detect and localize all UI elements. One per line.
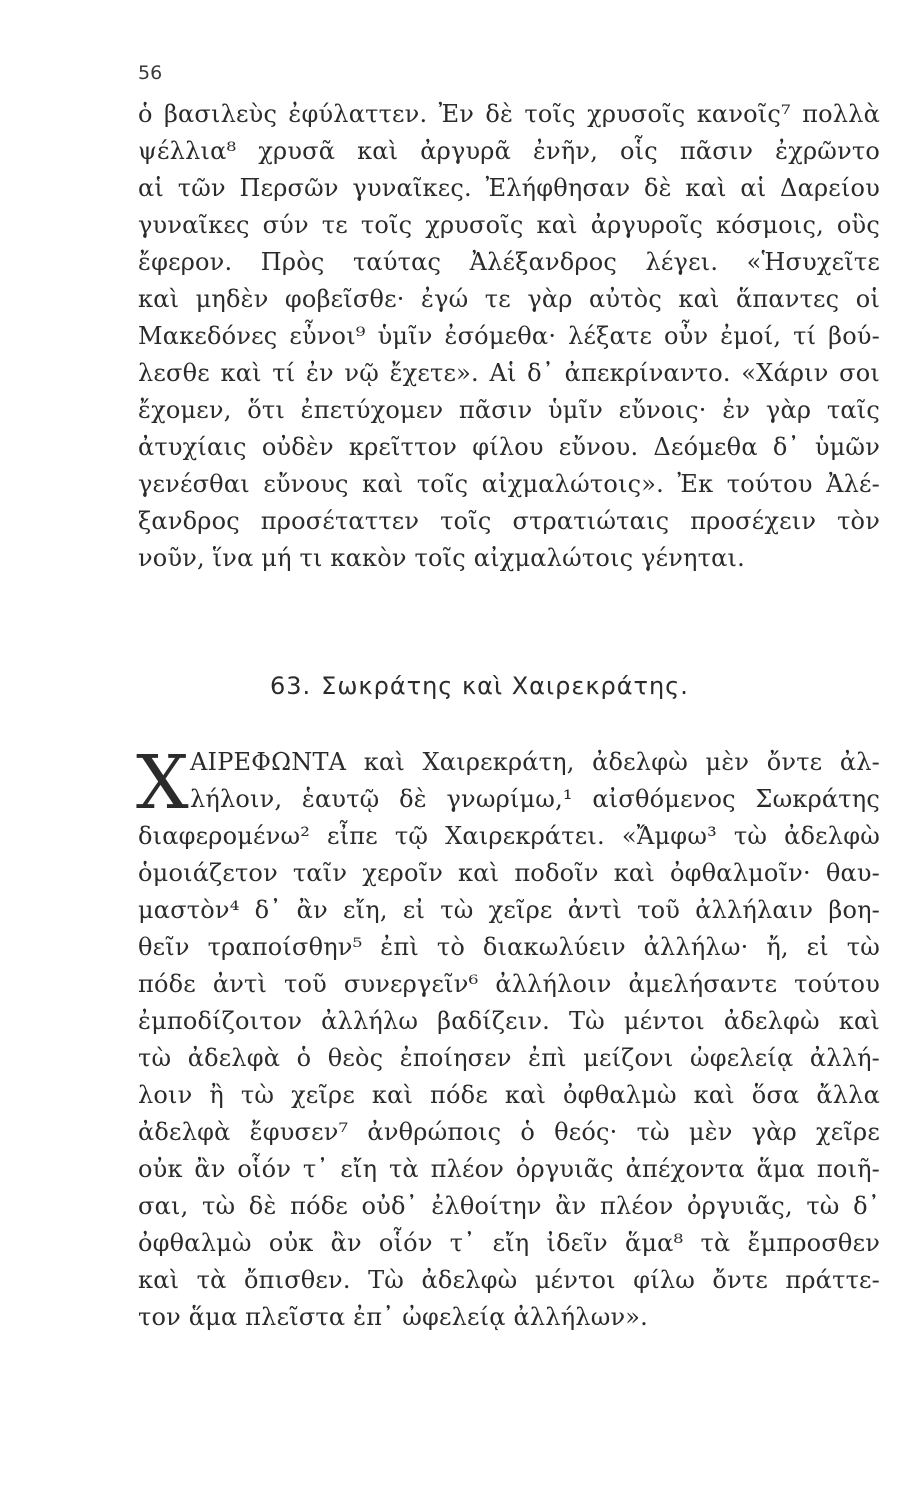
page-number: 56 (138, 62, 163, 84)
text-line: ἀτυχίαις οὐδὲν κρεῖττον φίλου εὔνου. Δεόμεθα δ᾽ ὑμῶν (138, 433, 880, 461)
text-line: ξανδρος προσέταττεν τοῖς στρατιώταις προσέχειν τὸν (138, 507, 880, 535)
section-title: Σωκράτης καὶ Χαιρεκράτης. (321, 672, 689, 700)
text-line: διαφερομένω² εἶπε τῷ Χαιρεκράτει. «Ἄμφω³ τὼ ἀδελφὼ (138, 822, 880, 850)
text-line: ἔχομεν, ὅτι ἐπετύχομεν πᾶσιν ὑμῖν εὔνοις· ἐν γὰρ ταῖς (138, 396, 880, 424)
text-line: οὐκ ἂν οἷόν τ᾽ εἴη τὰ πλέον ὀργυιᾶς ἀπέχοντα ἅμα ποιῆ- (138, 1155, 880, 1183)
text-line: θεῖν τραποίσθην⁵ ἐπὶ τὸ διακωλύειν ἀλλήλω· ἤ, εἰ τὼ (138, 933, 880, 961)
text-line: ὁ βασιλεὺς ἐφύλαττεν. Ἐν δὲ τοῖς χρυσοῖς κανοῖς⁷ πολλὰ (138, 100, 880, 128)
section-body (138, 818, 880, 1336)
text-line: πόδε ἀντὶ τοῦ συνεργεῖν⁶ ἀλλήλοιν ἀμελήσαντε τούτου (138, 970, 880, 998)
text-line: τὼ ἀδελφὰ ὁ θεὸς ἐποίησεν ἐπὶ μείζονι ὠφελείᾳ ἀλλή- (138, 1044, 880, 1072)
text-line: τον ἅμα πλεῖστα ἐπ᾽ ὠφελείᾳ ἀλλήλων». (138, 1303, 648, 1331)
section-opening-lines (190, 744, 880, 818)
drop-cap: Χ (136, 740, 189, 826)
text-line: ΑΙΡΕΦΩΝΤΑ καὶ Χαιρεκράτη, ἀδελφὼ μὲν ὄντε ἀλ- (190, 748, 880, 776)
top-paragraph (138, 96, 880, 577)
section-heading (270, 672, 689, 700)
text-line: νοῦν, ἵνα μή τι κακὸν τοῖς αἰχμαλώτοις γένηται. (138, 544, 745, 572)
section-number: 63. (270, 672, 312, 700)
text-line: γενέσθαι εὔνους καὶ τοῖς αἰχμαλώτοις». Ἐκ τούτου Ἀλέ- (138, 470, 880, 498)
text-line: ψέλλια⁸ χρυσᾶ καὶ ἀργυρᾶ ἐνῆν, οἷς πᾶσιν ἐχρῶντο (138, 137, 880, 165)
text-line: ἐμποδίζοιτον ἀλλήλω βαδίζειν. Τὼ μέντοι ἀδελφὼ καὶ (138, 1007, 880, 1035)
text-line: σαι, τὼ δὲ πόδε οὐδ᾽ ἐλθοίτην ἂν πλέον ὀργυιᾶς, τὼ δ᾽ (138, 1192, 880, 1220)
text-line: ἔφερον. Πρὸς ταύτας Ἀλέξανδρος λέγει. «Ἡσυχεῖτε (138, 248, 880, 276)
text-line: μαστὸν⁴ δ᾽ ἂν εἴη, εἰ τὼ χεῖρε ἀντὶ τοῦ ἀλλήλαιν βοη- (138, 896, 880, 924)
text-line: Μακεδόνες εὖνοι⁹ ὑμῖν ἐσόμεθα· λέξατε οὖν ἐμοί, τί βού- (138, 322, 880, 350)
text-line: ὀφθαλμὼ οὐκ ἂν οἷόν τ᾽ εἴη ἰδεῖν ἅμα⁸ τὰ ἔμπροσθεν (138, 1229, 880, 1257)
text-line: αἱ τῶν Περσῶν γυναῖκες. Ἐλήφθησαν δὲ καὶ αἱ Δαρείου (138, 174, 880, 202)
text-line: λοιν ἢ τὼ χεῖρε καὶ πόδε καὶ ὀφθαλμὼ καὶ ὅσα ἄλλα (138, 1081, 880, 1109)
text-line: ὁμοιάζετον ταῖν χεροῖν καὶ ποδοῖν καὶ ὀφθαλμοῖν· θαυ- (138, 859, 880, 887)
text-line: καὶ μηδὲν φοβεῖσθε· ἐγώ τε γὰρ αὐτὸς καὶ ἅπαντες οἱ (138, 285, 880, 313)
text-line: λήλοιν, ἑαυτῷ δὲ γνωρίμω,¹ αἰσθόμενος Σωκράτης (190, 785, 880, 813)
text-line: καὶ τὰ ὄπισθεν. Τὼ ἀδελφὼ μέντοι φίλω ὄντε πράττε- (138, 1266, 880, 1294)
text-line: λεσθε καὶ τί ἐν νῷ ἔχετε». Αἱ δ᾽ ἀπεκρίναντο. «Χάριν σοι (138, 359, 880, 387)
text-line: ἀδελφὰ ἔφυσεν⁷ ἀνθρώποις ὁ θεός· τὼ μὲν γὰρ χεῖρε (138, 1118, 880, 1146)
text-line: γυναῖκες σύν τε τοῖς χρυσοῖς καὶ ἀργυροῖς κόσμοις, οὓς (138, 211, 880, 239)
